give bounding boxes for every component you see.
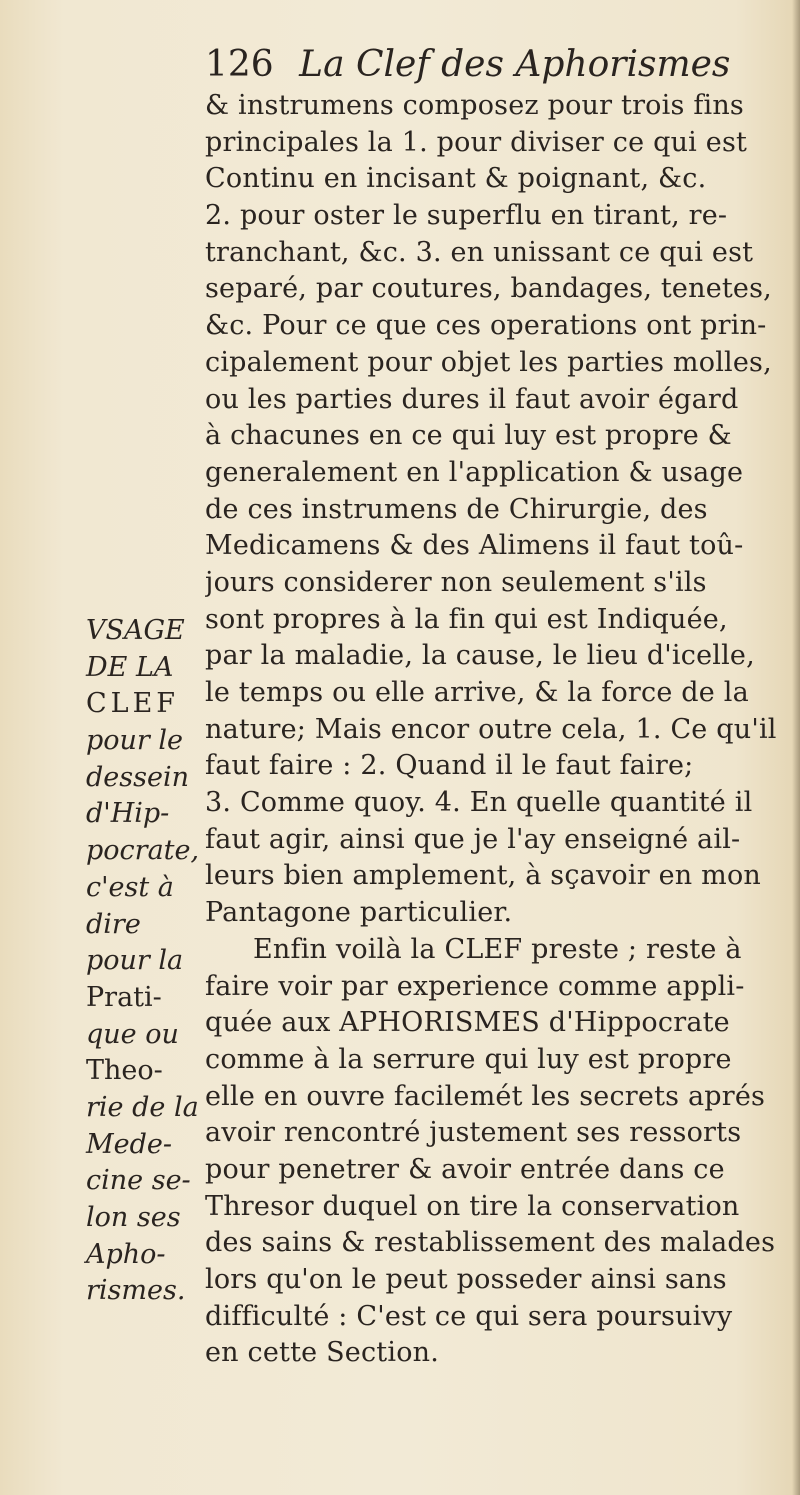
margin-line: c'est à: [86, 871, 174, 903]
margin-line: DE LA: [86, 651, 174, 683]
margin-line: cine se-: [86, 1165, 191, 1197]
text-line: Thresor duquel on tire la conservation: [205, 1190, 740, 1222]
text-line: 2. pour oster le superflu en tirant, re-: [205, 200, 728, 232]
text-line: nature; Mais encor outre cela, 1. Ce qu'il: [205, 713, 777, 745]
text-line: generalement en l'application & usage: [205, 456, 744, 488]
text-line: jours considerer non seulement s'ils: [205, 566, 707, 598]
text-line: faut agir, ainsi que je l'ay enseigné ail-: [205, 823, 741, 855]
text-line: comme à la serrure qui luy est propre: [205, 1043, 732, 1075]
text-line: leurs bien amplement, à sçavoir en mon: [205, 860, 761, 892]
main-text-block: [205, 88, 795, 1372]
text-line: Pantagone particulier.: [205, 897, 513, 929]
text-line: elle en ouvre facilemét les secrets aprés: [205, 1080, 766, 1112]
text-line: Medicamens & des Alimens il faut toû-: [205, 530, 744, 562]
margin-line: dessein: [86, 761, 189, 793]
margin-line: Apho-: [86, 1238, 166, 1270]
text-line: tranchant, &c. 3. en unissant ce qui est: [205, 236, 754, 268]
margin-line: pocrate,: [86, 835, 200, 867]
text-line: des sains & restablissement des malades: [205, 1227, 776, 1259]
margin-line: rie de la: [86, 1091, 199, 1123]
text-line: avoir rencontré justement ses ressorts: [205, 1117, 742, 1149]
page-header: [205, 40, 795, 90]
text-line: faut faire : 2. Quand il le faut faire;: [205, 750, 694, 782]
text-line: &c. Pour ce que ces operations ont prin-: [205, 310, 767, 342]
text-line: par la maladie, la cause, le lieu d'icelle,: [205, 640, 755, 672]
text-line: lors qu'on le peut posseder ainsi sans: [205, 1264, 727, 1295]
margin-line: Mede-: [86, 1128, 173, 1160]
margin-line: Prati-: [86, 981, 162, 1013]
text-line: faire voir par experience comme appli-: [205, 970, 745, 1002]
margin-line: pour la: [86, 945, 184, 977]
margin-line: lon ses: [86, 1202, 181, 1233]
text-line: Continu en incisant & poignant, &c.: [205, 163, 707, 195]
margin-line: rismes.: [86, 1275, 186, 1307]
page-number: 126: [205, 44, 274, 85]
margin-line: dire: [86, 908, 141, 940]
text-line: à chacunes en ce qui luy est propre &: [205, 420, 732, 452]
text-line: en cette Section.: [205, 1337, 440, 1369]
running-title: La Clef des Aphorismes: [299, 44, 731, 85]
text-line: difficulté : C'est ce qui sera poursuivy: [205, 1300, 733, 1332]
text-line: & instrumens composez pour trois fins: [205, 90, 744, 121]
margin-line: CLEF: [86, 688, 180, 720]
text-line: pour penetrer & avoir entrée dans ce: [205, 1153, 725, 1185]
text-line: separé, par coutures, bandages, tenetes,: [205, 273, 772, 305]
text-line: principales la 1. pour diviser ce qui est: [205, 126, 748, 158]
text-line: quée aux APHORISMES d'Hippocrate: [205, 1007, 730, 1039]
text-line: le temps ou elle arrive, & la force de la: [205, 677, 749, 708]
margin-line: VSAGE: [86, 615, 185, 646]
margin-line: Theo-: [86, 1055, 163, 1087]
text-line: cipalement pour objet les parties molles,: [205, 346, 772, 378]
text-line: de ces instrumens de Chirurgie, des: [205, 493, 708, 525]
text-line: ou les parties dures il faut avoir égard: [205, 383, 739, 415]
text-line: 3. Comme quoy. 4. En quelle quantité il: [205, 787, 753, 819]
margin-line: pour le: [86, 725, 184, 757]
margin-line: d'Hip-: [86, 798, 170, 830]
text-line: sont propres à la fin qui est Indiquée,: [205, 603, 728, 635]
marginal-note: [86, 613, 206, 1310]
margin-line: que ou: [86, 1018, 179, 1050]
text-line: Enfin voilà la CLEF preste ; reste à: [253, 933, 742, 965]
